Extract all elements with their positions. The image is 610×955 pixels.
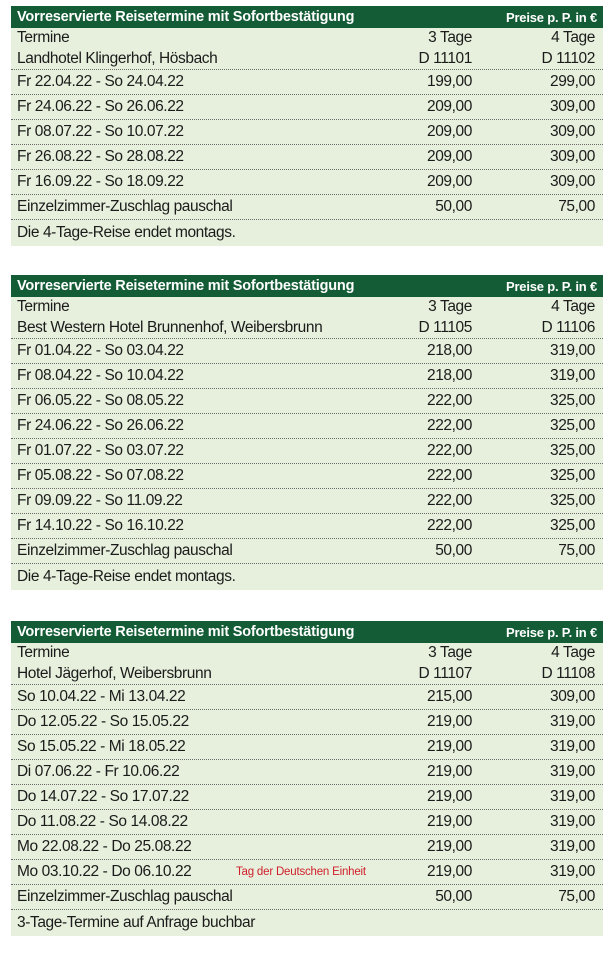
date-range: Fr 08.04.22 - So 10.04.22: [17, 367, 184, 384]
table-header: [11, 275, 603, 297]
price-3-days: 222,00: [426, 492, 472, 509]
hotel-name: Best Western Hotel Brunnenhof, Weibersbrunn: [17, 319, 323, 336]
date-range: So 15.05.22 - Mi 18.05.22: [17, 738, 186, 755]
column-header-row: [11, 297, 603, 319]
column-label-4-days: 4 Tage: [551, 298, 595, 315]
price-3-days: 209,00: [426, 123, 472, 140]
price-4-days: 319,00: [549, 342, 595, 359]
table-header-title: Vorreservierte Reisetermine mit Sofortbestätigung: [17, 9, 355, 25]
price-3-days: 199,00: [426, 73, 472, 90]
date-row: [11, 95, 603, 120]
date-range: Di 07.06.22 - Fr 10.06.22: [17, 763, 180, 780]
date-range: Do 12.05.22 - So 15.05.22: [17, 713, 189, 730]
table-footer-note: 3-Tage-Termine auf Anfrage buchbar: [17, 914, 255, 931]
date-row: [11, 170, 603, 195]
price-3-days: 218,00: [426, 367, 472, 384]
column-header-row: [11, 28, 603, 50]
trip-code-4-days: D 11108: [541, 665, 595, 682]
price-4-days: 319,00: [549, 713, 595, 730]
price-3-days: 222,00: [426, 442, 472, 459]
table-header-title: Vorreservierte Reisetermine mit Sofortbestätigung: [17, 624, 355, 640]
date-range: Fr 24.06.22 - So 26.06.22: [17, 417, 184, 434]
price-4-days: 325,00: [549, 442, 595, 459]
surcharge-label: Einzelzimmer-Zuschlag pauschal: [17, 542, 233, 559]
date-range: Fr 08.07.22 - So 10.07.22: [17, 123, 184, 140]
column-label-4-days: 4 Tage: [551, 644, 595, 661]
date-row: [11, 760, 603, 785]
price-4-days: 319,00: [549, 763, 595, 780]
price-4-days: 319,00: [549, 367, 595, 384]
date-row: [11, 835, 603, 860]
date-range: Fr 09.09.22 - So 11.09.22: [17, 492, 183, 509]
price-3-days: 219,00: [426, 863, 472, 880]
table-footer-note: Die 4-Tage-Reise endet montags.: [17, 224, 236, 241]
price-table: [11, 621, 603, 936]
date-row: [11, 439, 603, 464]
date-range: Fr 05.08.22 - So 07.08.22: [17, 467, 184, 484]
column-label-3-days: 3 Tage: [428, 298, 472, 315]
price-4-days: 325,00: [549, 492, 595, 509]
trip-code-4-days: D 11102: [541, 50, 595, 67]
price-4-days: 299,00: [549, 73, 595, 90]
date-row: [11, 810, 603, 835]
surcharge-4-days: 75,00: [558, 198, 595, 215]
date-row: [11, 464, 603, 489]
price-3-days: 209,00: [426, 98, 472, 115]
date-row: [11, 785, 603, 810]
price-3-days: 222,00: [426, 417, 472, 434]
price-3-days: 209,00: [426, 148, 472, 165]
date-row: [11, 364, 603, 389]
surcharge-row: [11, 885, 603, 910]
price-3-days: 218,00: [426, 342, 472, 359]
date-row: [11, 389, 603, 414]
price-4-days: 325,00: [549, 467, 595, 484]
table-header-price-note: Preise p. P. in €: [505, 624, 597, 640]
date-row: [11, 70, 603, 95]
column-header-row: [11, 643, 603, 665]
date-range: Fr 22.04.22 - So 24.04.22: [17, 73, 184, 90]
trip-code-3-days: D 11107: [418, 665, 472, 682]
hotel-row: [11, 319, 603, 339]
date-range: Mo 22.08.22 - Do 25.08.22: [17, 838, 192, 855]
price-3-days: 219,00: [426, 813, 472, 830]
date-row: [11, 685, 603, 710]
table-header-price-note: Preise p. P. in €: [505, 278, 597, 294]
price-table: [11, 6, 603, 246]
surcharge-3-days: 50,00: [435, 198, 472, 215]
hotel-row: [11, 50, 603, 70]
date-range: Fr 06.05.22 - So 08.05.22: [17, 392, 184, 409]
price-4-days: 309,00: [549, 148, 595, 165]
price-4-days: 325,00: [549, 392, 595, 409]
hotel-name: Hotel Jägerhof, Weibersbrunn: [17, 665, 212, 682]
price-3-days: 219,00: [426, 838, 472, 855]
surcharge-row: [11, 539, 603, 564]
price-4-days: 325,00: [549, 517, 595, 534]
date-range: Do 14.07.22 - So 17.07.22: [17, 788, 189, 805]
date-range: Mo 03.10.22 - Do 06.10.22: [17, 863, 192, 880]
date-range: Do 11.08.22 - So 14.08.22: [17, 813, 188, 830]
price-4-days: 319,00: [549, 813, 595, 830]
surcharge-row: [11, 195, 603, 220]
column-label-termine: Termine: [17, 29, 70, 46]
price-4-days: 309,00: [549, 688, 595, 705]
date-range: So 10.04.22 - Mi 13.04.22: [17, 688, 186, 705]
date-range: Fr 14.10.22 - So 16.10.22: [17, 517, 184, 534]
price-4-days: 319,00: [549, 863, 595, 880]
date-row: [11, 514, 603, 539]
table-header-title: Vorreservierte Reisetermine mit Sofortbestätigung: [17, 278, 355, 294]
column-label-3-days: 3 Tage: [428, 29, 472, 46]
date-row: [11, 145, 603, 170]
column-label-3-days: 3 Tage: [428, 644, 472, 661]
surcharge-3-days: 50,00: [435, 888, 472, 905]
table-header-price-note: Preise p. P. in €: [505, 9, 597, 25]
surcharge-3-days: 50,00: [435, 542, 472, 559]
date-range: Fr 26.08.22 - So 28.08.22: [17, 148, 184, 165]
column-label-4-days: 4 Tage: [551, 29, 595, 46]
price-4-days: 309,00: [549, 123, 595, 140]
price-3-days: 209,00: [426, 173, 472, 190]
price-4-days: 319,00: [549, 788, 595, 805]
surcharge-4-days: 75,00: [558, 888, 595, 905]
table-header: [11, 621, 603, 643]
hotel-name: Landhotel Klingerhof, Hösbach: [17, 50, 218, 67]
price-4-days: 309,00: [549, 98, 595, 115]
surcharge-4-days: 75,00: [558, 542, 595, 559]
price-4-days: 309,00: [549, 173, 595, 190]
price-3-days: 215,00: [426, 688, 472, 705]
date-row: [11, 710, 603, 735]
price-table: [11, 275, 603, 590]
price-3-days: 222,00: [426, 517, 472, 534]
date-row: [11, 489, 603, 514]
price-4-days: 325,00: [549, 417, 595, 434]
price-3-days: 222,00: [426, 467, 472, 484]
surcharge-label: Einzelzimmer-Zuschlag pauschal: [17, 198, 233, 215]
column-label-termine: Termine: [17, 644, 70, 661]
trip-code-4-days: D 11106: [541, 319, 595, 336]
date-range: Fr 01.04.22 - So 03.04.22: [17, 342, 184, 359]
price-4-days: 319,00: [549, 838, 595, 855]
date-row: [11, 120, 603, 145]
price-3-days: 222,00: [426, 392, 472, 409]
date-range: Fr 24.06.22 - So 26.06.22: [17, 98, 184, 115]
date-range: Fr 16.09.22 - So 18.09.22: [17, 173, 184, 190]
price-3-days: 219,00: [426, 763, 472, 780]
date-row: [11, 339, 603, 364]
trip-code-3-days: D 11105: [418, 319, 472, 336]
date-row: [11, 860, 603, 885]
price-3-days: 219,00: [426, 788, 472, 805]
price-3-days: 219,00: [426, 713, 472, 730]
table-footer-note: Die 4-Tage-Reise endet montags.: [17, 568, 236, 585]
table-header: [11, 6, 603, 28]
date-row: [11, 414, 603, 439]
date-row: [11, 735, 603, 760]
trip-code-3-days: D 11101: [418, 50, 472, 67]
column-label-termine: Termine: [17, 298, 70, 315]
price-4-days: 319,00: [549, 738, 595, 755]
hotel-row: [11, 665, 603, 685]
price-3-days: 219,00: [426, 738, 472, 755]
holiday-note: Tag der Deutschen Einheit: [236, 866, 366, 878]
surcharge-label: Einzelzimmer-Zuschlag pauschal: [17, 888, 233, 905]
date-range: Fr 01.07.22 - So 03.07.22: [17, 442, 184, 459]
